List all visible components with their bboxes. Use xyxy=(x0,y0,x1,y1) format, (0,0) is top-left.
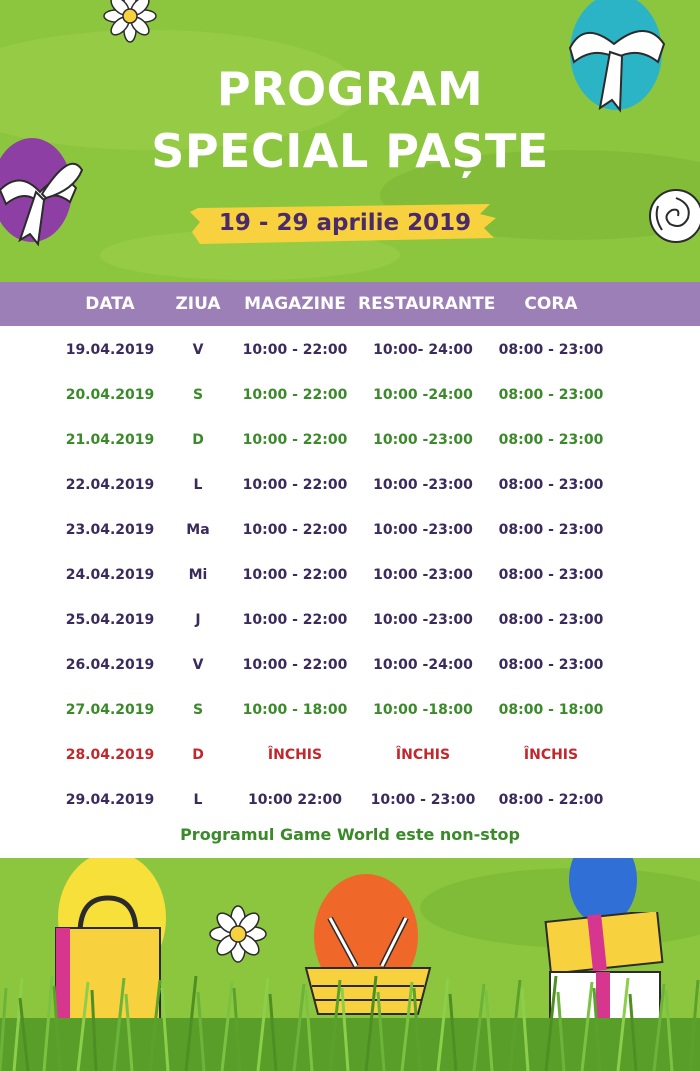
date-banner xyxy=(190,198,500,250)
poster-footer xyxy=(0,858,700,1071)
cora-hours-cell: 08:00 - 23:00 xyxy=(498,477,604,493)
restaurante-hours-cell: 10:00 -23:00 xyxy=(373,522,473,538)
restaurante-hours-cell: 10:00 -24:00 xyxy=(373,657,473,673)
magazine-hours-cell: ÎNCHIS xyxy=(267,747,323,763)
date-cell: 22.04.2019 xyxy=(65,477,155,493)
flower-icon xyxy=(96,0,164,48)
date-cell: 20.04.2019 xyxy=(65,387,155,403)
magazine-hours-cell: 10:00 - 22:00 xyxy=(242,342,348,358)
day-cell: Ma xyxy=(186,522,210,538)
restaurante-hours-cell: 10:00- 24:00 xyxy=(373,342,473,358)
table-row xyxy=(0,778,700,823)
magazine-hours-cell: 10:00 - 22:00 xyxy=(242,522,348,538)
date-cell: 27.04.2019 xyxy=(65,702,155,718)
cora-hours-cell: 08:00 - 23:00 xyxy=(498,657,604,673)
date-cell: 21.04.2019 xyxy=(65,432,155,448)
restaurante-hours-cell: 10:00 - 23:00 xyxy=(370,792,476,808)
magazine-hours-cell: 10:00 - 22:00 xyxy=(242,567,348,583)
grass-decoration xyxy=(0,858,700,1071)
magazine-hours-cell: 10:00 - 22:00 xyxy=(242,657,348,673)
table-row xyxy=(0,643,700,688)
day-cell: L xyxy=(193,477,203,493)
poster-header xyxy=(0,0,700,282)
table-row xyxy=(0,418,700,463)
cora-hours-cell: 08:00 - 22:00 xyxy=(498,792,604,808)
table-row xyxy=(0,373,700,418)
table-row xyxy=(0,508,700,553)
cora-hours-cell: 08:00 - 23:00 xyxy=(498,522,604,538)
title-line2: SPECIAL PAȘTE xyxy=(151,124,549,178)
magazine-hours-cell: 10:00 - 22:00 xyxy=(242,477,348,493)
column-header-ziua: ZIUA xyxy=(175,294,221,314)
magazine-hours-cell: 10:00 22:00 xyxy=(247,792,342,808)
date-cell: 26.04.2019 xyxy=(65,657,155,673)
cora-hours-cell: ÎNCHIS xyxy=(523,747,579,763)
day-cell: S xyxy=(192,702,204,718)
restaurante-hours-cell: 10:00 -23:00 xyxy=(373,477,473,493)
table-row xyxy=(0,598,700,643)
date-cell: 23.04.2019 xyxy=(65,522,155,538)
title-line1: PROGRAM xyxy=(216,62,484,116)
column-header-cora: CORA xyxy=(524,294,578,314)
date-cell: 28.04.2019 xyxy=(65,747,155,763)
day-cell: D xyxy=(192,747,204,763)
magazine-hours-cell: 10:00 - 22:00 xyxy=(242,432,348,448)
restaurante-hours-cell: 10:00 -24:00 xyxy=(373,387,473,403)
table-header xyxy=(0,282,700,326)
date-cell: 24.04.2019 xyxy=(65,567,155,583)
day-cell: V xyxy=(192,657,204,673)
table-row xyxy=(0,733,700,778)
table-row xyxy=(0,688,700,733)
footnote-game-world: Programul Game World este non-stop xyxy=(180,825,520,844)
magazine-hours-cell: 10:00 - 22:00 xyxy=(242,387,348,403)
date-cell: 29.04.2019 xyxy=(65,792,155,808)
table-row xyxy=(0,328,700,373)
rose-icon xyxy=(646,184,700,248)
date-range: 19 - 29 aprilie 2019 xyxy=(218,210,472,236)
day-cell: V xyxy=(192,342,204,358)
day-cell: S xyxy=(192,387,204,403)
cora-hours-cell: 08:00 - 23:00 xyxy=(498,612,604,628)
cora-hours-cell: 08:00 - 18:00 xyxy=(498,702,604,718)
day-cell: Mi xyxy=(188,567,208,583)
restaurante-hours-cell: ÎNCHIS xyxy=(395,747,451,763)
restaurante-hours-cell: 10:00 -18:00 xyxy=(373,702,473,718)
column-header-magazine: MAGAZINE xyxy=(244,294,346,314)
cora-hours-cell: 08:00 - 23:00 xyxy=(498,342,604,358)
cora-hours-cell: 08:00 - 23:00 xyxy=(498,387,604,403)
date-cell: 25.04.2019 xyxy=(65,612,155,628)
day-cell: D xyxy=(192,432,204,448)
cora-hours-cell: 08:00 - 23:00 xyxy=(498,567,604,583)
magazine-hours-cell: 10:00 - 22:00 xyxy=(242,612,348,628)
day-cell: J xyxy=(195,612,201,628)
table-row xyxy=(0,553,700,598)
date-cell: 19.04.2019 xyxy=(65,342,155,358)
magazine-hours-cell: 10:00 - 18:00 xyxy=(242,702,348,718)
day-cell: L xyxy=(193,792,203,808)
restaurante-hours-cell: 10:00 -23:00 xyxy=(373,567,473,583)
column-header-data: DATA xyxy=(85,294,135,314)
column-header-restaurante: RESTAURANTE xyxy=(358,294,496,314)
cora-hours-cell: 08:00 - 23:00 xyxy=(498,432,604,448)
restaurante-hours-cell: 10:00 -23:00 xyxy=(373,432,473,448)
table-row xyxy=(0,463,700,508)
restaurante-hours-cell: 10:00 -23:00 xyxy=(373,612,473,628)
